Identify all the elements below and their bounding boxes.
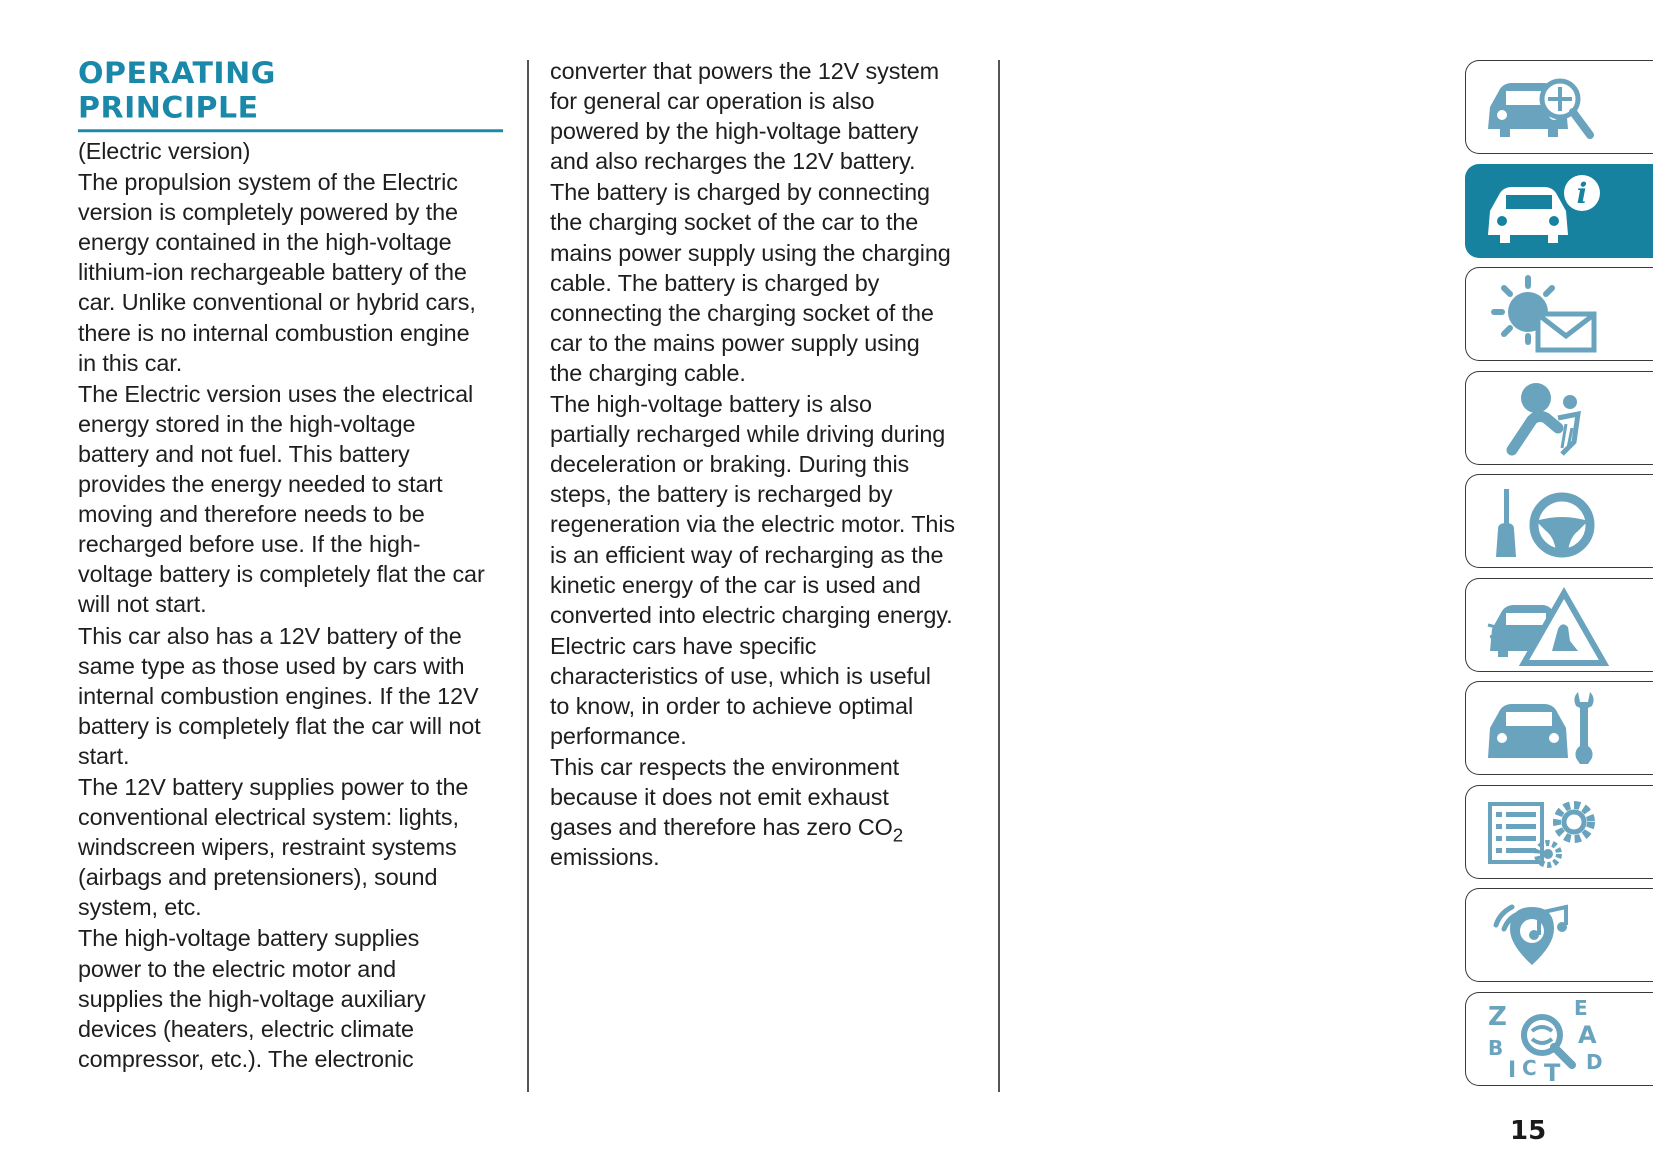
tab-knowing-your-car[interactable] <box>1465 60 1653 154</box>
emergency-triangle-icon <box>1482 585 1612 667</box>
car-info-icon <box>1482 171 1612 253</box>
environment-text-end: emissions. <box>550 844 660 871</box>
left-column <box>78 56 518 1075</box>
svg-text:i: i <box>1576 176 1588 210</box>
svg-text:B: B <box>1488 1035 1504 1060</box>
svg-text:A: A <box>1578 1020 1597 1049</box>
tab-index[interactable] <box>1465 992 1653 1086</box>
paragraph-charging: The battery is charged by connecting the charging socket of the car to the mains power supply using the charging cable. The battery is charged by connecting the charging socket of the car to the mains power supply using the charging cable. <box>550 179 951 386</box>
tab-in-an-emergency[interactable] <box>1465 578 1653 672</box>
page-number: 15 <box>1510 1116 1547 1146</box>
paragraph-high-voltage-supply: The high-voltage battery supplies power to the electric motor and supplies the high-voltage auxiliary devices (heaters, electric climate compressor, etc.). The electronic <box>78 925 426 1072</box>
tab-starting-and-driving[interactable] <box>1465 474 1653 568</box>
column-divider <box>527 60 529 1092</box>
tab-warning-lights[interactable] <box>1465 267 1653 361</box>
paragraph-energy-storage: The Electric version uses the electrical energy stored in the high-voltage battery and not fuel. This battery provides the energy needed to start moving and therefore needs to be recharged before use. If the high- voltage battery is completely flat the car will not start. <box>78 380 485 618</box>
car-maintenance-icon <box>1482 688 1612 770</box>
svg-text:Z: Z <box>1488 1001 1507 1032</box>
technical-data-icon <box>1482 792 1612 874</box>
index-icon <box>1482 999 1612 1081</box>
paragraph-12v-battery: This car also has a 12V battery of the same type as those used by cars with internal combustion engines. If the 12V battery is completely flat the car will not start. <box>78 622 481 769</box>
svg-text:I: I <box>1508 1057 1517 1081</box>
multimedia-icon <box>1482 895 1612 977</box>
paragraph-converter: converter that powers the 12V system for general car operation is also powered by the high-voltage battery and also recharges the 12V battery. <box>550 58 940 175</box>
svg-text:D: D <box>1586 1049 1603 1074</box>
column-divider <box>998 60 1000 1092</box>
car-search-icon <box>1482 67 1612 149</box>
chapter-tabs <box>1465 60 1653 1095</box>
co2-subscript: 2 <box>892 824 904 846</box>
svg-text:T: T <box>1544 1058 1561 1081</box>
tab-servicing-and-care[interactable] <box>1465 681 1653 775</box>
environment-text: This car respects the environment because it does not emit exhaust gases and therefore has zero CO <box>550 754 900 841</box>
heading-line-1: OPERATING <box>78 56 276 92</box>
paragraph-electric-version: (Electric version) <box>78 138 251 164</box>
tab-multimedia[interactable] <box>1465 888 1653 982</box>
tab-safety[interactable] <box>1465 371 1653 465</box>
right-column <box>550 56 990 874</box>
tab-technical-data[interactable] <box>1465 785 1653 879</box>
svg-text:C: C <box>1522 1055 1537 1080</box>
svg-text:E: E <box>1574 998 1588 1020</box>
paragraph-propulsion: The propulsion system of the Electric version is completely powered by the energy contained in the high-voltage lithium-ion rechargeable battery of the car. Unlike conventional or hybrid cars, there is no internal combustion engine in this car. <box>78 169 476 376</box>
lights-warning-icon <box>1482 274 1612 356</box>
tab-getting-to-know-dashboard[interactable] <box>1465 164 1653 258</box>
paragraph-regeneration: The high-voltage battery is also partially recharged while driving during deceleration or braking. During this steps, the battery is recharged by regeneration via the electric motor. This is an efficient way of recharging as the kinetic energy of the car is used and converted into electric charging energy. <box>550 391 956 628</box>
paragraph-characteristics: Electric cars have specific characteristics of use, which is useful to know, in order to achieve optimal performance. <box>550 632 931 750</box>
paragraph-environment <box>550 752 990 872</box>
section-heading <box>78 57 503 132</box>
steering-wheel-icon <box>1482 481 1612 563</box>
heading-line-2: PRINCIPLE <box>78 91 259 126</box>
paragraph-12v-supply: The 12V battery supplies power to the conventional electrical system: lights, windscreen wipers, restraint systems (airbags and pretensioners), sound system, etc. <box>78 773 469 921</box>
safety-airbag-icon <box>1482 378 1612 460</box>
